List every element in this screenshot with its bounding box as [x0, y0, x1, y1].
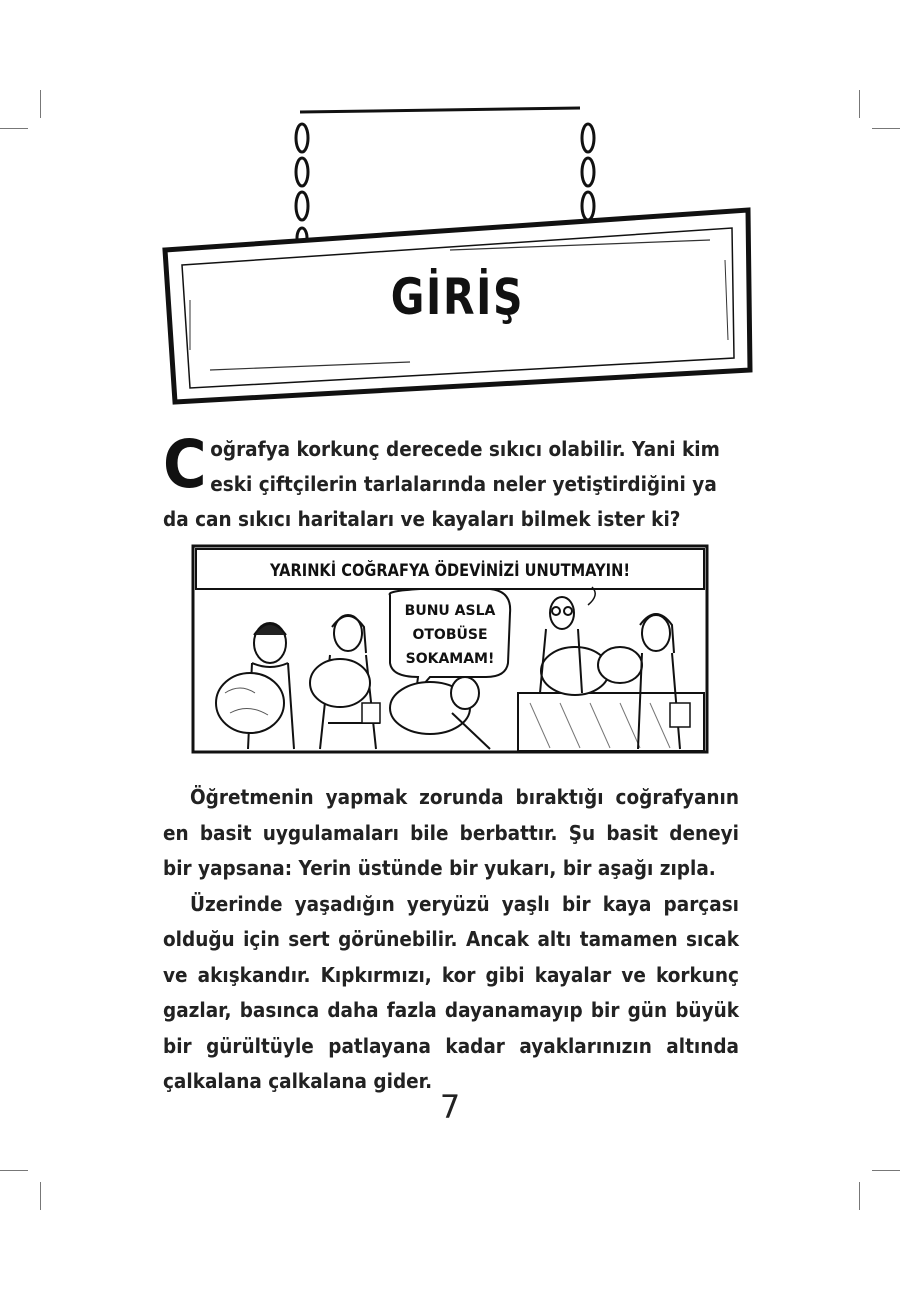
handbag — [362, 703, 380, 723]
crop-mark — [872, 128, 900, 129]
intro-text: oğrafya korkunç derecede sıkıcı olabilir. Yani kim eski çiftçilerin tarlalarında neler yetiştirdiğini ya da can sıkıcı haritaları ve kayaları bilmek ister ki? — [163, 437, 720, 531]
dropcap-letter: C — [163, 426, 207, 503]
page-number: 7 — [439, 1088, 461, 1126]
crop-mark — [872, 1170, 900, 1171]
speech-line-1: BUNU ASLA — [404, 603, 496, 619]
cartoon-caption: YARINKİ COĞRAFYA ÖDEVİNİZİ UNUTMAYIN! — [270, 561, 689, 581]
speech-line-3: SOKAMAM! — [405, 651, 495, 667]
crop-mark — [40, 1182, 41, 1210]
body-paragraph-1: Öğretmenin yapmak zorunda bıraktığı coğrafyanın en basit uygulamaları bile berbattır. Şu basit deneyi bir yapsana: Yerin üstünde bir yukarı, bir aşağı zıpla. — [163, 785, 739, 880]
crop-mark — [40, 90, 41, 118]
crop-mark — [0, 1170, 28, 1171]
rock-left — [216, 673, 284, 733]
rock-middle — [310, 659, 370, 707]
crop-mark — [859, 1182, 860, 1210]
crop-mark — [859, 90, 860, 118]
body-paragraph-2: Üzerinde yaşadığın yeryüzü yaşlı bir kaya parçası olduğu için sert görünebilir. Ancak altı tamamen sıcak ve akışkandır. Kıpkırmızı, kor gibi kayalar ve korkunç gazlar, basınca daha fazla dayanamayıp bir gün büyük bir gürültüyle patlayana kadar ayaklarınızın altında çalkalana çalkalana gider. — [163, 891, 739, 1093]
cartoon-illustration — [190, 543, 710, 755]
intro-paragraph — [163, 426, 739, 537]
rock-on-desk-2 — [598, 647, 642, 683]
speech-line-2: OTOBÜSE — [412, 627, 488, 643]
crop-mark — [0, 128, 28, 129]
handbag-right — [670, 703, 690, 727]
chapter-title: GİRİŞ — [390, 268, 525, 326]
body-text — [163, 780, 739, 1100]
hanging-sign-illustration — [150, 100, 760, 415]
left-chain — [296, 124, 308, 248]
